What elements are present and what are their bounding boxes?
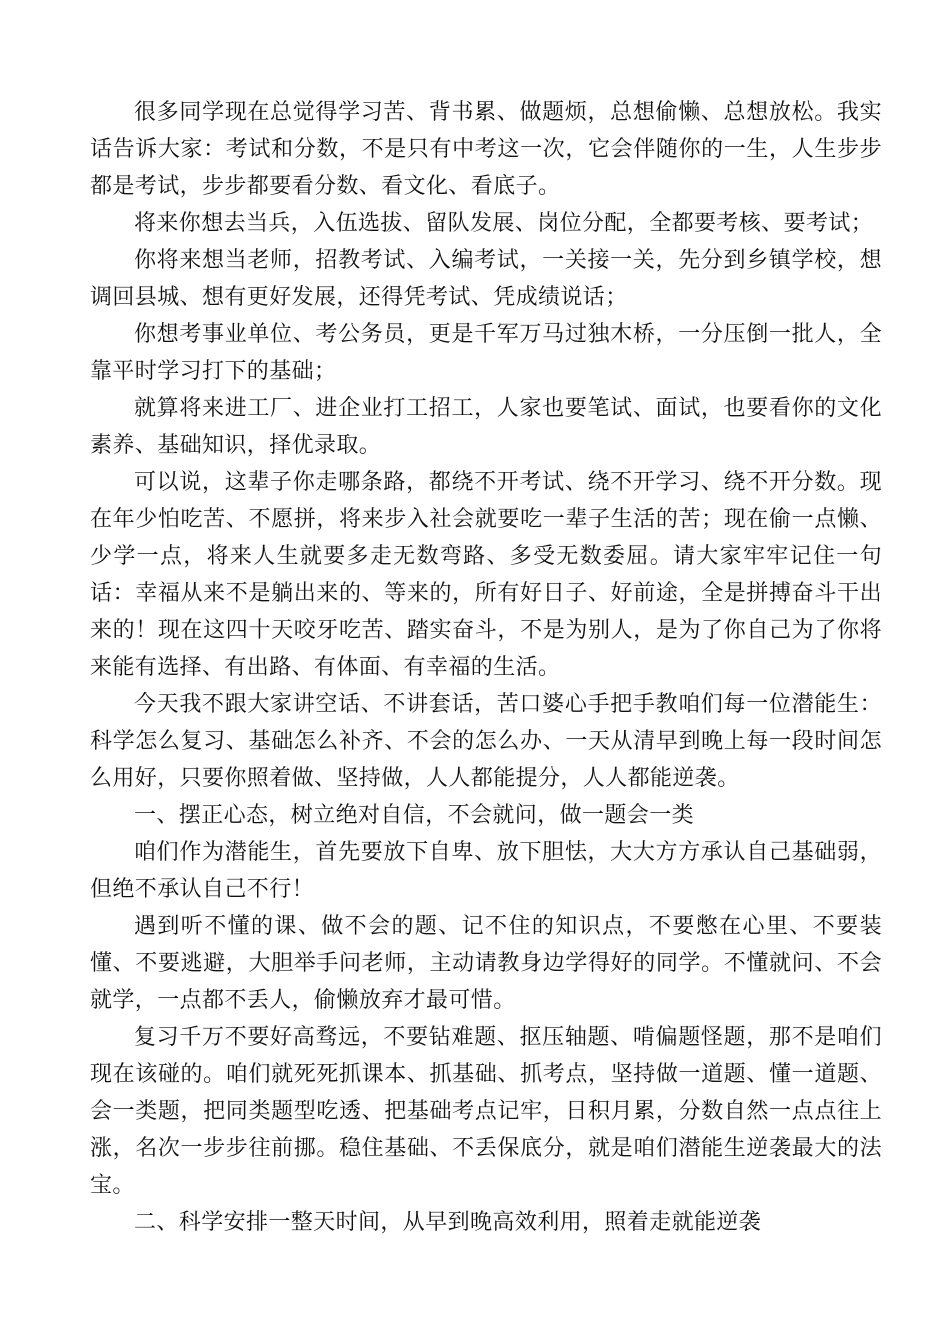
paragraph-basics: 复习千万不要好高骛远，不要钻难题、抠压轴题、啃偏题怪题，那不是咱们现在该碰的。咱们就死死抓课本、抓基础、抓考点，坚持做一道题、懂一道题、会一类题，把同类题型吃透、把基础考点记牢，日积月累，分数自然一点点往上涨，名次一步步往前挪。稳住基础、不丢保底分，就是咱们潜能生逆袭最大的法宝。 (90, 1025, 882, 1198)
paragraph-mindset: 咱们作为潜能生，首先要放下自卑、放下胆怯，大大方方承认自己基础弱，但绝不承认自己不行！ (90, 840, 882, 902)
section-heading-2: 二、科学安排一整天时间，从早到晚高效利用，照着走就能逆袭 (134, 1210, 762, 1235)
document-body (90, 94, 882, 1241)
paragraph-ask-questions: 遇到听不懂的课、做不会的题、记不住的知识点，不要憋在心里、不要装懂、不要逃避，大胆举手问老师，主动请教身边学得好的同学。不懂就问、不会就学，一点都不丢人，偷懒放弃才最可惜。 (90, 914, 882, 1013)
paragraph-today: 今天我不跟大家讲空话、不讲套话，苦口婆心手把手教咱们每一位潜能生：科学怎么复习、基础怎么补齐、不会的怎么办、一天从清早到晚上每一段时间怎么用好，只要你照着做、坚持做，人人都能提分，人人都能逆袭。 (90, 692, 882, 791)
section-heading-1: 一、摆正心态，树立绝对自信，不会就问，做一题会一类 (134, 803, 695, 828)
paragraph-civil-service: 你想考事业单位、考公务员，更是千军万马过独木桥，一分压倒一批人，全靠平时学习打下的基础； (90, 322, 882, 384)
paragraph-soldier: 将来你想去当兵，入伍选拔、留队发展、岗位分配，全都要考核、要考试； (134, 211, 874, 236)
paragraph-exam-importance: 很多同学现在总觉得学习苦、背书累、做题烦，总想偷懒、总想放松。我实话告诉大家：考试和分数，不是只有中考这一次，它会伴随你的一生，人生步步都是考试，步步都要看分数、看文化、看底子。 (90, 100, 882, 199)
paragraph-factory: 就算将来进工厂、进企业打工招工，人家也要笔试、面试，也要看你的文化素养、基础知识，择优录取。 (90, 396, 882, 458)
paragraph-life-path: 可以说，这辈子你走哪条路，都绕不开考试、绕不开学习、绕不开分数。现在年少怕吃苦、不愿拼，将来步入社会就要吃一辈子生活的苦；现在偷一点懒、少学一点，将来人生就要多走无数弯路、多受无数委屈。请大家牢牢记住一句话：幸福从来不是躺出来的、等来的，所有好日子、好前途，全是拼搏奋斗干出来的！现在这四十天咬牙吃苦、踏实奋斗，不是为别人，是为了你自己为了你将来能有选择、有出路、有体面、有幸福的生活。 (90, 470, 882, 680)
paragraph-teacher: 你将来想当老师，招教考试、入编考试，一关接一关，先分到乡镇学校，想调回县城、想有更好发展，还得凭考试、凭成绩说话； (90, 248, 882, 310)
